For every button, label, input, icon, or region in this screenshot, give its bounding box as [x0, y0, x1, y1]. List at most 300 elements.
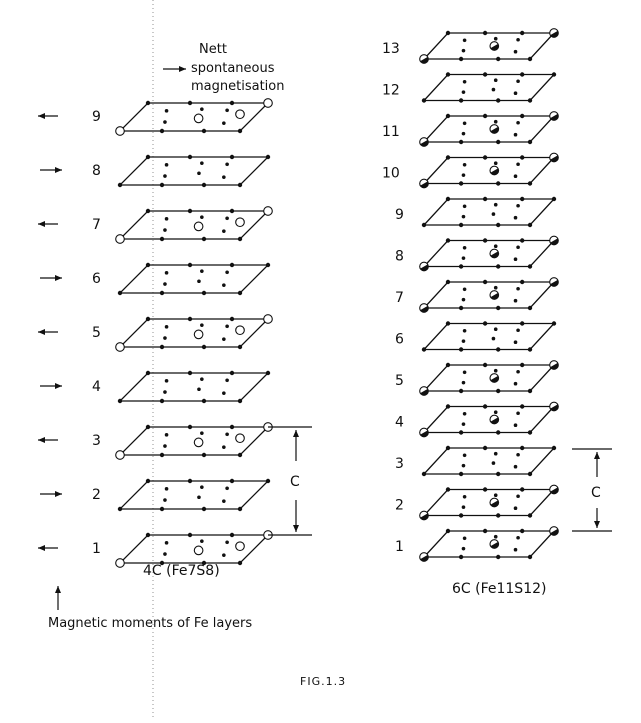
layer-plate [424, 158, 554, 184]
atom [514, 506, 518, 510]
fe-atom [202, 183, 206, 187]
fe-atom [238, 129, 242, 133]
layer-number: 2 [92, 487, 101, 503]
atom [463, 163, 467, 167]
layer-plate [424, 199, 554, 225]
atom [222, 553, 226, 557]
vacancy-site [116, 343, 125, 352]
fe-atom [446, 446, 450, 450]
fe-atom [528, 181, 532, 185]
atom [516, 204, 520, 208]
fe-atom [188, 263, 192, 267]
fe-atom [528, 555, 532, 559]
atom [492, 337, 496, 341]
layer-number: 4 [395, 414, 404, 431]
fe-atom [266, 155, 270, 159]
fe-atom [230, 371, 234, 375]
layer-6c [395, 236, 560, 272]
atom [492, 88, 496, 92]
atom [463, 121, 467, 125]
fe-atom [188, 371, 192, 375]
fe-atom [496, 347, 500, 351]
atom [462, 339, 466, 343]
legend-nett: Nett [199, 42, 227, 57]
fe-atom [202, 345, 206, 349]
vacancy-site [236, 542, 245, 551]
fe-atom [520, 446, 524, 450]
layer-number: 3 [395, 456, 404, 472]
fe-atom [118, 183, 122, 187]
atom [463, 80, 467, 84]
atom [463, 246, 467, 250]
fe-atom [202, 291, 206, 295]
fe-atom [520, 31, 524, 35]
fe-atom [459, 98, 463, 102]
fe-atom [188, 425, 192, 429]
atom [200, 539, 204, 543]
fe-atom [520, 529, 524, 533]
fe-atom [230, 263, 234, 267]
fe-atom [483, 238, 487, 242]
atom [514, 91, 518, 95]
fe-atom [146, 101, 150, 105]
fe-atom [422, 347, 426, 351]
fe-atom [188, 101, 192, 105]
fe-atom [238, 561, 242, 565]
fe-atom [483, 114, 487, 118]
atom [222, 229, 226, 233]
layer-plate [120, 265, 268, 293]
layer-number: 10 [382, 165, 400, 182]
fe-atom [202, 399, 206, 403]
vacancy-site [116, 451, 125, 460]
atom [516, 536, 520, 540]
fe-atom [202, 453, 206, 457]
atom [514, 382, 518, 386]
fe-atom [202, 129, 206, 133]
fe-atom [118, 507, 122, 511]
fe-atom [483, 363, 487, 367]
fe-atom [520, 280, 524, 284]
layer-plate [424, 282, 554, 308]
fe-atom [496, 389, 500, 393]
structure-6c-title: 6C (Fe11S12) [452, 581, 547, 597]
layer-6c [395, 446, 556, 476]
layer-number: 1 [395, 539, 404, 555]
layer-plate [424, 324, 554, 350]
atom [163, 120, 167, 124]
atom [462, 505, 466, 509]
atom [514, 216, 518, 220]
fe-atom [483, 321, 487, 325]
fe-atom [520, 114, 524, 118]
fe-atom [496, 223, 500, 227]
atom [516, 121, 520, 125]
atom [222, 337, 226, 341]
layer-plate [424, 75, 554, 101]
atom [494, 161, 498, 165]
fe-atom [230, 425, 234, 429]
fe-atom [446, 114, 450, 118]
atom [463, 536, 467, 540]
atom [163, 282, 167, 286]
atom [225, 540, 229, 544]
fe-atom [520, 155, 524, 159]
fe-atom [238, 399, 242, 403]
fe-atom [238, 237, 242, 241]
fe-atom [446, 321, 450, 325]
fe-atom [238, 345, 242, 349]
atom [165, 325, 169, 329]
atom [514, 174, 518, 178]
fe-atom [459, 513, 463, 517]
legend-magnetisation: magnetisation [191, 79, 285, 94]
layer-plate [424, 407, 554, 433]
fe-atom [552, 321, 556, 325]
layer-number: 9 [92, 109, 101, 125]
layer-6c [382, 29, 560, 65]
fe-atom [552, 446, 556, 450]
atom [165, 433, 169, 437]
atom [225, 108, 229, 112]
vacancy-site [116, 127, 125, 136]
vacancy-site [236, 434, 245, 443]
fe-atom [146, 317, 150, 321]
atom [165, 217, 169, 221]
spacing-label-4c: C [290, 474, 300, 490]
layer-6c [395, 402, 560, 438]
layer-number: 3 [92, 433, 101, 449]
atom [463, 329, 467, 333]
fe-atom [459, 347, 463, 351]
fe-atom [459, 140, 463, 144]
fe-atom [520, 238, 524, 242]
atom [494, 452, 498, 456]
fe-atom [528, 347, 532, 351]
layer-plate [424, 33, 554, 59]
atom [494, 120, 498, 124]
atom [516, 411, 520, 415]
vacancy-site [264, 207, 273, 216]
layer-plate [424, 241, 554, 267]
fe-atom [520, 197, 524, 201]
layer-4c [40, 479, 270, 511]
atom [516, 38, 520, 42]
atom [516, 453, 520, 457]
atom [516, 494, 520, 498]
fe-atom [202, 237, 206, 241]
fe-atom [446, 72, 450, 76]
legend-magnetic-moments: Magnetic moments of Fe layers [48, 616, 253, 631]
layer-number: 1 [92, 541, 101, 557]
atom [197, 387, 201, 391]
atom [516, 79, 520, 83]
atom [462, 381, 466, 385]
atom [225, 270, 229, 274]
fe-atom [238, 183, 242, 187]
fe-atom [160, 399, 164, 403]
atom [462, 422, 466, 426]
fe-atom [146, 533, 150, 537]
fe-atom [446, 31, 450, 35]
atom [163, 498, 167, 502]
layer-6c [382, 112, 560, 148]
fe-atom [459, 472, 463, 476]
fe-atom [160, 291, 164, 295]
fe-atom [422, 223, 426, 227]
layer-6c [395, 485, 560, 521]
fe-atom [496, 57, 500, 61]
layer-number: 9 [395, 207, 404, 223]
atom [225, 432, 229, 436]
fe-atom [520, 321, 524, 325]
atom [197, 279, 201, 283]
vacancy-site [236, 218, 245, 227]
fe-atom [118, 291, 122, 295]
fe-atom [446, 238, 450, 242]
fe-atom [459, 555, 463, 559]
fe-atom [552, 197, 556, 201]
layer-number: 6 [395, 331, 404, 348]
atom [494, 410, 498, 414]
vacancy-site [264, 315, 273, 324]
atom [200, 323, 204, 327]
atom [494, 286, 498, 290]
spacing-label-6c: C [591, 485, 601, 501]
atom [494, 78, 498, 82]
atom [463, 370, 467, 374]
layer-6c [395, 278, 560, 314]
fe-atom [446, 363, 450, 367]
atom [462, 49, 466, 53]
layer-4c [40, 263, 270, 295]
layer-plate [424, 531, 554, 557]
atom [492, 461, 496, 465]
fe-atom [496, 140, 500, 144]
fe-atom [528, 57, 532, 61]
atom [514, 257, 518, 261]
fe-atom [230, 317, 234, 321]
atom [200, 485, 204, 489]
atom [494, 244, 498, 248]
atom [462, 298, 466, 302]
fe-atom [496, 306, 500, 310]
fe-atom [459, 306, 463, 310]
atom [494, 203, 498, 207]
atom [222, 499, 226, 503]
atom [462, 215, 466, 219]
layer-plate [424, 490, 554, 516]
atom [200, 107, 204, 111]
fe-atom [459, 430, 463, 434]
layer-4c [38, 207, 272, 244]
fe-atom [528, 98, 532, 102]
layer-4c [38, 315, 272, 352]
layer-6c [382, 153, 560, 189]
atom [225, 162, 229, 166]
vacancy-site [194, 546, 203, 555]
fe-atom [528, 306, 532, 310]
atom [165, 379, 169, 383]
fe-atom [446, 197, 450, 201]
atom [462, 464, 466, 468]
atom [165, 163, 169, 167]
fe-atom [238, 453, 242, 457]
fe-atom [422, 98, 426, 102]
layer-4c [38, 423, 272, 460]
fe-atom [483, 197, 487, 201]
fe-atom [146, 155, 150, 159]
fe-atom [520, 487, 524, 491]
atom [514, 465, 518, 469]
fe-atom [483, 529, 487, 533]
atom [494, 369, 498, 373]
atom [200, 215, 204, 219]
fe-atom [146, 263, 150, 267]
fe-atom [230, 101, 234, 105]
vacancy-site [194, 438, 203, 447]
fe-atom [266, 479, 270, 483]
fe-atom [238, 291, 242, 295]
fe-atom [496, 555, 500, 559]
fe-atom [520, 363, 524, 367]
atom [463, 204, 467, 208]
fe-atom [528, 389, 532, 393]
layer-plate [424, 448, 554, 474]
fe-atom [188, 209, 192, 213]
layer-plate [120, 481, 268, 509]
fe-atom [188, 317, 192, 321]
fe-atom [266, 263, 270, 267]
atom [222, 445, 226, 449]
layer-number: 8 [92, 163, 101, 179]
spacing-dimension-4c [268, 427, 312, 535]
atom [463, 453, 467, 457]
layer-number: 13 [382, 41, 400, 57]
atom [222, 283, 226, 287]
layer-plate [424, 365, 554, 391]
atom [494, 493, 498, 497]
atom [165, 109, 169, 113]
fe-atom [483, 31, 487, 35]
atom [494, 37, 498, 41]
layer-6c [395, 197, 556, 227]
layer-plate [424, 116, 554, 142]
vacancy-site [236, 326, 245, 335]
structure-6c-layers [382, 29, 560, 563]
layer-number: 2 [395, 497, 404, 514]
atom [494, 535, 498, 539]
layer-number: 8 [395, 248, 404, 265]
layer-number: 5 [395, 373, 404, 389]
fe-atom [230, 533, 234, 537]
fe-atom [160, 453, 164, 457]
layer-number: 4 [92, 379, 101, 395]
fe-atom [230, 479, 234, 483]
fe-atom [446, 404, 450, 408]
fe-atom [146, 209, 150, 213]
atom [225, 378, 229, 382]
atom [225, 486, 229, 490]
atom [514, 133, 518, 137]
fe-atom [230, 209, 234, 213]
atom [514, 340, 518, 344]
atom [222, 175, 226, 179]
fe-atom [188, 479, 192, 483]
fe-atom [459, 264, 463, 268]
fe-atom [160, 129, 164, 133]
layer-number: 12 [382, 82, 400, 99]
fe-atom [496, 98, 500, 102]
fe-atom [520, 404, 524, 408]
atom [200, 269, 204, 273]
layer-6c [395, 361, 560, 397]
fe-atom [160, 183, 164, 187]
legend-spontaneous: spontaneous [191, 61, 275, 76]
structure-4c-title: 4C (Fe7S8) [143, 563, 220, 579]
layer-6c [382, 72, 556, 102]
atom [165, 271, 169, 275]
vacancy-site [194, 330, 203, 339]
fe-atom [118, 399, 122, 403]
atom [514, 50, 518, 54]
atom [200, 161, 204, 165]
fe-atom [160, 345, 164, 349]
atom [463, 287, 467, 291]
spacing-dimension-6c [572, 449, 612, 531]
fe-atom [459, 57, 463, 61]
layer-plate [120, 373, 268, 401]
atom [514, 423, 518, 427]
atom [225, 324, 229, 328]
atom [200, 431, 204, 435]
layer-6c [395, 321, 556, 351]
atom [462, 256, 466, 260]
layer-6c [395, 527, 560, 563]
fe-atom [230, 155, 234, 159]
atom [516, 370, 520, 374]
fe-atom [459, 223, 463, 227]
fe-atom [446, 280, 450, 284]
atom [222, 391, 226, 395]
fe-atom [446, 155, 450, 159]
fe-atom [483, 446, 487, 450]
fe-atom [146, 425, 150, 429]
layer-plate [120, 157, 268, 185]
fe-atom [483, 280, 487, 284]
vacancy-site [194, 222, 203, 231]
layer-number: 6 [92, 271, 101, 287]
fe-atom [160, 507, 164, 511]
fe-atom [528, 472, 532, 476]
fe-atom [146, 479, 150, 483]
atom [462, 132, 466, 136]
atom [463, 38, 467, 42]
layer-4c [40, 371, 270, 403]
atom [222, 121, 226, 125]
fe-atom [552, 72, 556, 76]
atom [516, 245, 520, 249]
fe-atom [446, 529, 450, 533]
atom [165, 487, 169, 491]
fe-atom [528, 223, 532, 227]
atom [516, 328, 520, 332]
atom [163, 336, 167, 340]
fe-atom [528, 264, 532, 268]
layer-number: 5 [92, 325, 101, 341]
structure-4c-layers [38, 99, 272, 568]
fe-atom [528, 513, 532, 517]
